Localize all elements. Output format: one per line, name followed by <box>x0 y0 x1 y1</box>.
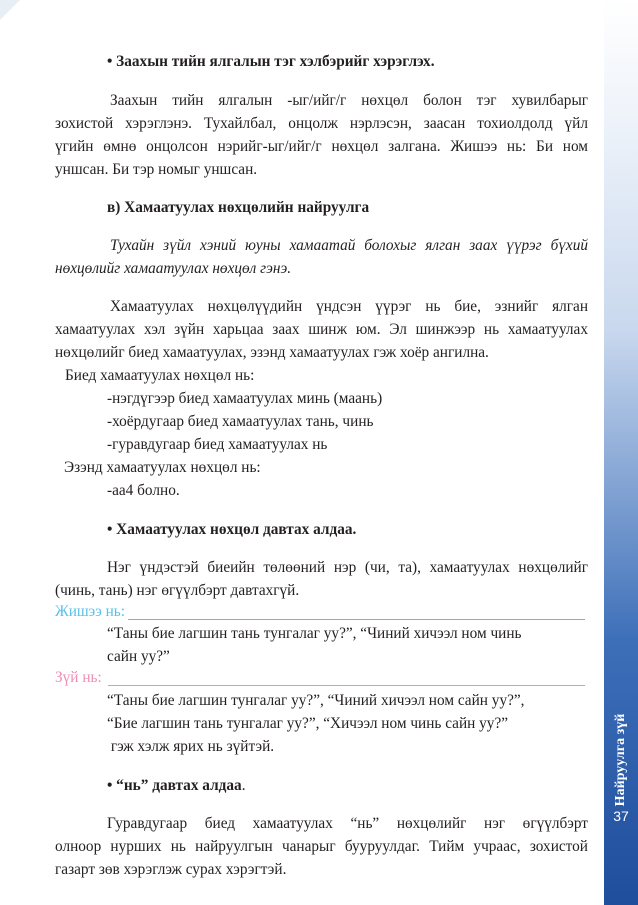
section-heading-possessive: в) Хамаатуулах нөхцөлийн найруулга <box>107 199 370 216</box>
paragraph-line: олноор нурших нь найруулгын чанарыг бууруулдаг. Тийм учраас, зохистой <box>55 838 588 855</box>
example-line: сайн уу?” <box>107 648 170 665</box>
paragraph-line: үгийн өмнө онцолсон нэрийг-ыг/ийг/г нөхцөл залгана. Жишээ нь: Би ном <box>55 138 588 155</box>
correct-line: “Бие лагшин тань тунгалаг уу?”, “Хичээл ном чинь сайн уу?” <box>107 715 509 732</box>
list-item: -аа4 болно. <box>107 482 180 499</box>
correct-rule <box>108 685 585 686</box>
paragraph-line: газарт зөв хэрэглэж сурах хэрэгтэй. <box>55 861 287 878</box>
correct-label: Зүй нь: <box>55 669 102 686</box>
correct-line: “Таны бие лагшин тунгалаг уу?”, “Чиний хичээл ном сайн уу?”, <box>107 692 525 709</box>
example-label: Жишээ нь: <box>55 603 126 620</box>
list-item: -хоёрдугаар биед хамаатуулах тань, чинь <box>107 413 374 430</box>
paragraph-line: хамаатуулах хэл зүйн харьцаа заах шинж юм. Эл шинжээр нь хамаатуулах <box>55 321 588 338</box>
definition-line: нөхцөлийг хамаатуулах нөхцөл гэнэ. <box>55 260 292 277</box>
definition-line: Тухайн зүйл хэний юуны хамаатай болохыг ялган заах үүрэг бүхий <box>110 237 588 254</box>
paragraph-line: Заахын тийн ялгалын -ыг/ийг/г нөхцөл болон тэг хувилбарыг <box>110 92 588 109</box>
paragraph-line: (чинь, тань) нэг өгүүлбэрт давтахгүй. <box>55 582 300 599</box>
corner-mark-icon <box>0 0 40 40</box>
list-title-personal: Биед хамаатуулах нөхцөл нь: <box>65 367 255 384</box>
paragraph-line: Нэг үндэстэй биеийн төлөөний нэр (чи, та), хамаатуулах нөхцөлийг <box>107 559 588 576</box>
sidebar-chapter-title: Найруулга зүй <box>613 713 628 807</box>
list-title-owner: Эзэнд хамаатуулах нөхцөл нь: <box>64 459 261 476</box>
section-heading-nj-repeat <box>107 774 588 798</box>
paragraph-line: уншсан. Би тэр номыг уншсан. <box>55 161 258 178</box>
correct-line: гэж хэлж ярих нь зүйтэй. <box>107 738 275 755</box>
list-item: -нэгдүгээр биед хамаатуулах минь (маань) <box>107 390 383 407</box>
heading-period: . <box>241 777 246 794</box>
example-line: “Таны бие лагшин тань тунгалаг уу?”, “Чиний хичээл ном чинь <box>107 625 522 642</box>
page-number: 37 <box>613 808 629 824</box>
paragraph-line: Гуравдугаар биед хамаатуулах “нь” нөхцөлийг нэг өгүүлбэрт <box>107 815 588 832</box>
section-heading-zero-form: • Заахын тийн ялгалын тэг хэлбэрийг хэрэглэх. <box>107 53 435 70</box>
section-heading-repeat-error: • Хамаатуулах нөхцөл давтах алдаа. <box>107 521 357 538</box>
list-item: -гуравдугаар биед хамаатуулах нь <box>107 436 328 453</box>
paragraph-line: Хамаатуулах нөхцөлүүдийн үндсэн үүрэг нь бие, эзнийг ялган <box>110 298 588 315</box>
paragraph-line: зохистой хэрэглэнэ. Тухайлбал, онцолж нэрлэсэн, заасан тохиолдолд үйл <box>55 115 588 132</box>
paragraph-line: нөхцөлийг биед хамаатуулах, эзэнд хамаатуулах гэж хоёр ангилна. <box>55 344 489 361</box>
heading-text: • “нь” давтах алдаа <box>107 777 242 794</box>
example-rule <box>128 619 585 620</box>
